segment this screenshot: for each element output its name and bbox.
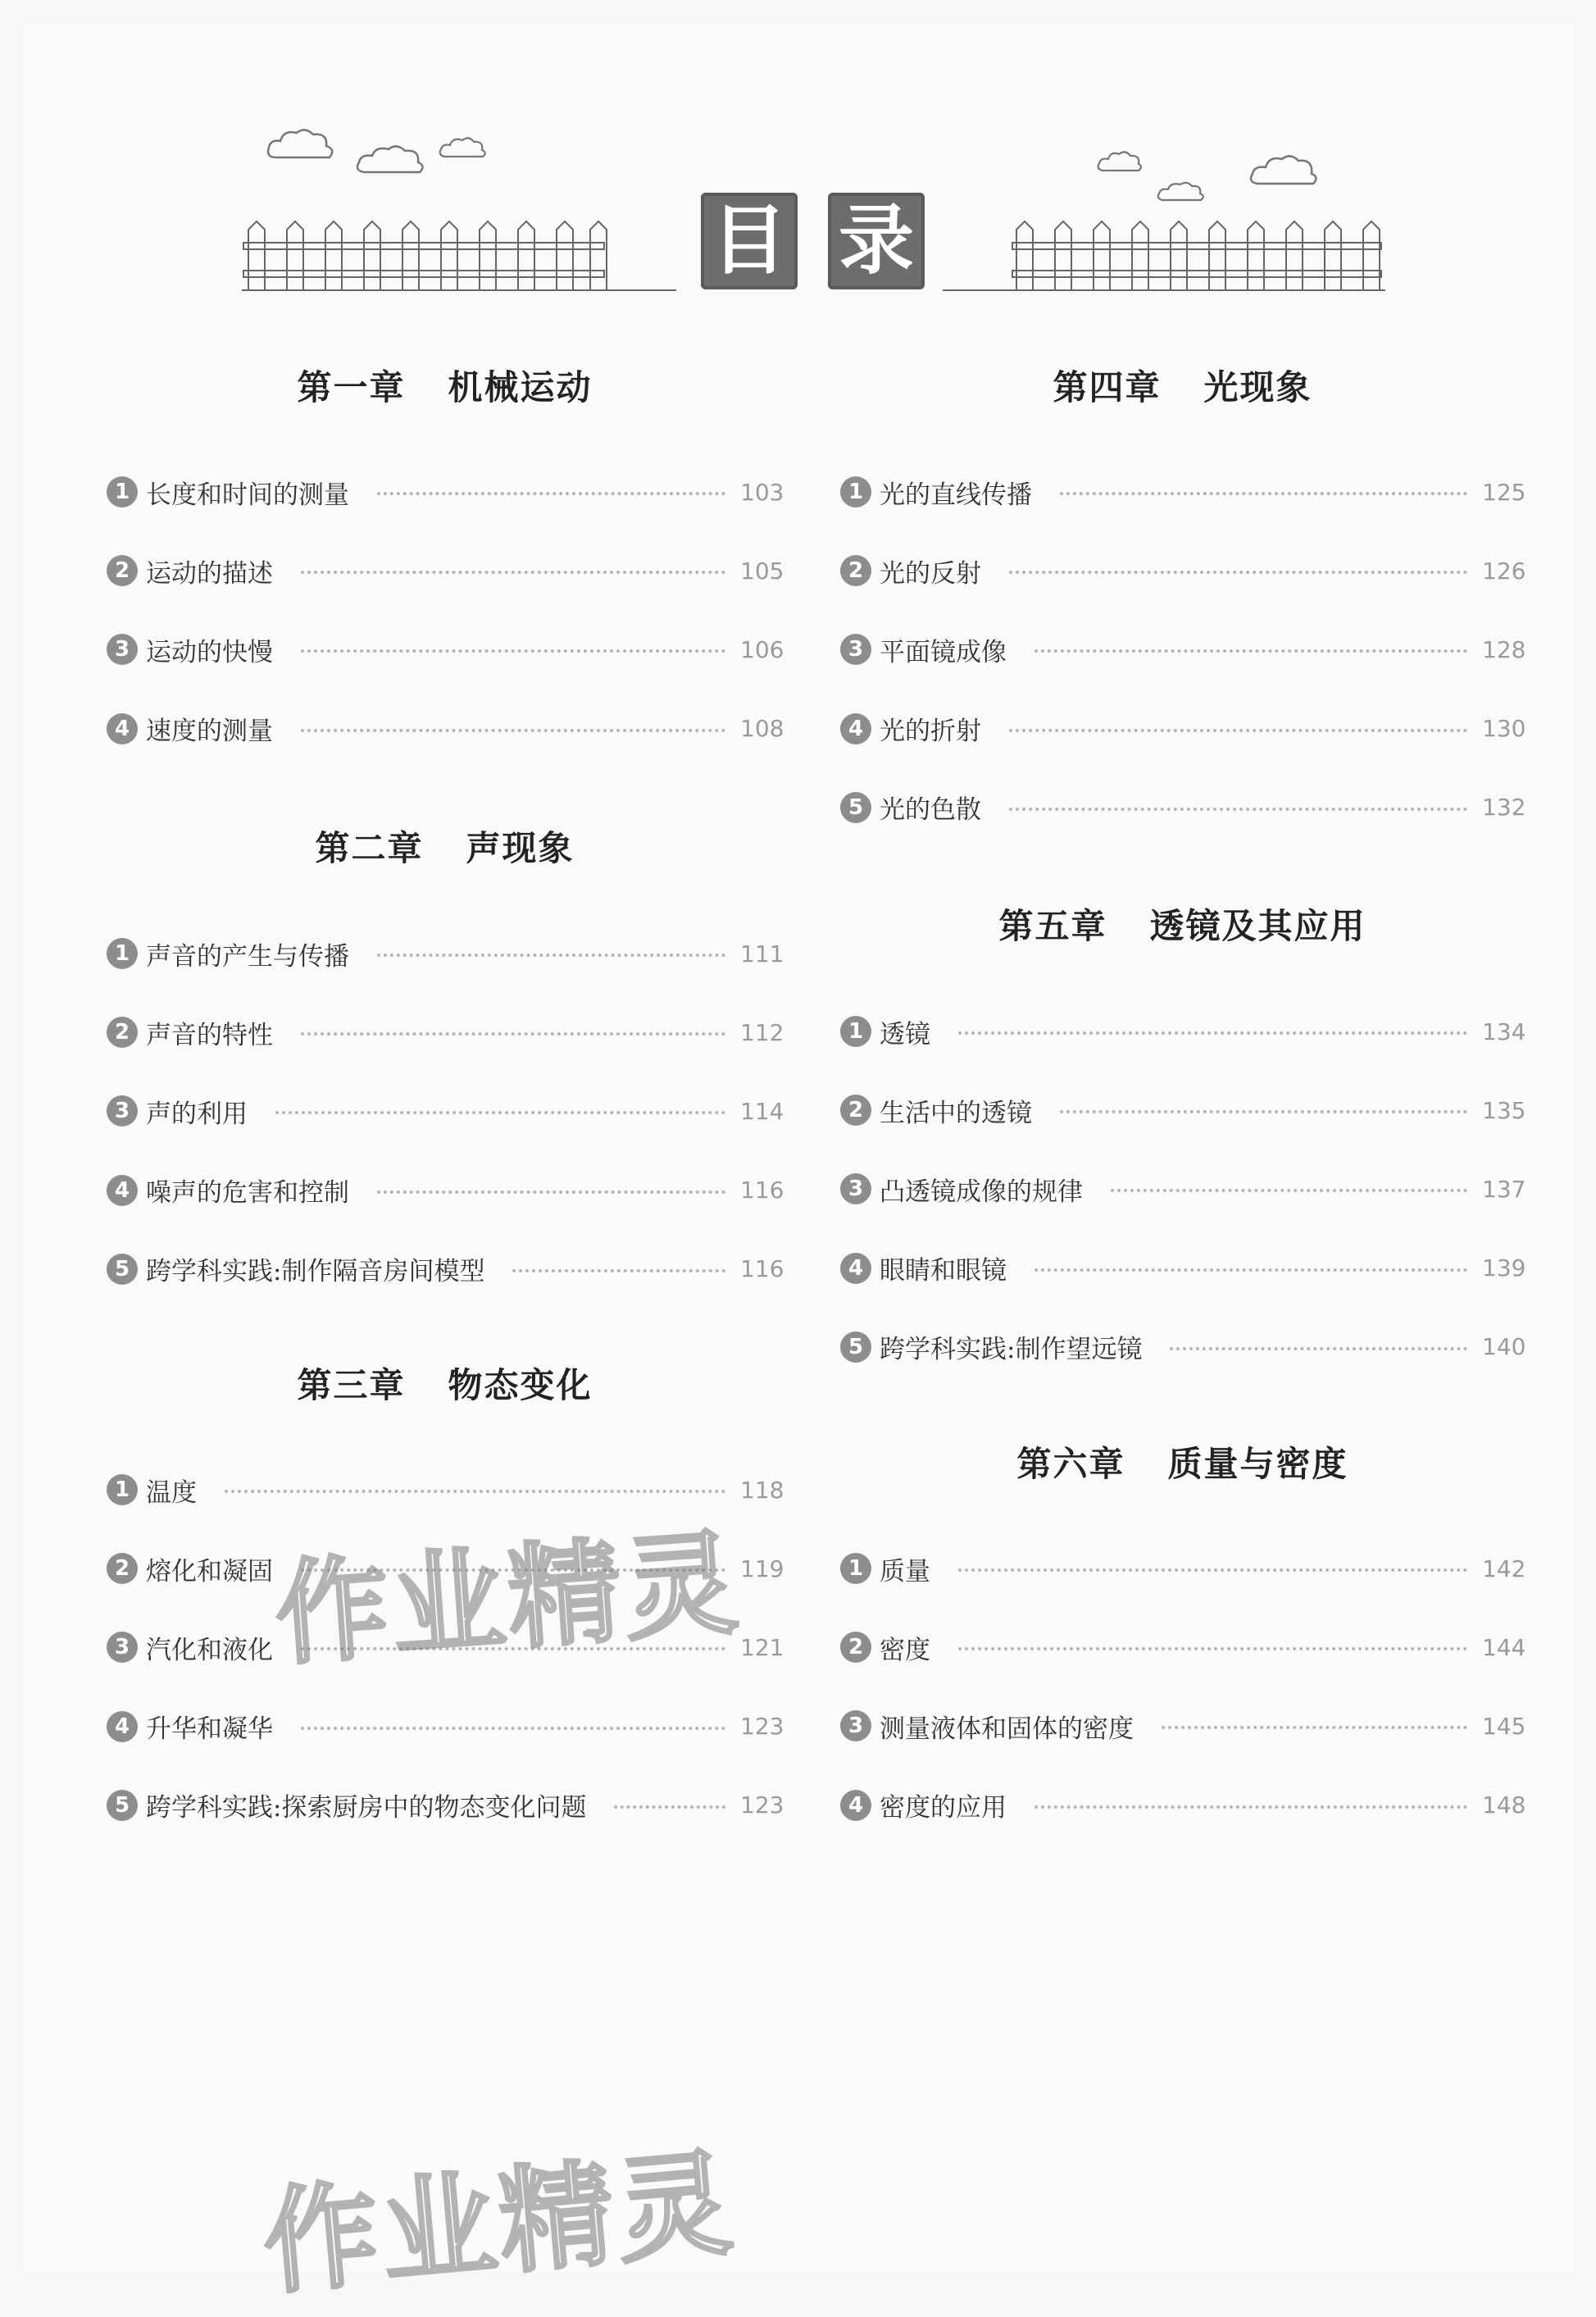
section-title: 升华和凝华 [146, 1714, 273, 1745]
dot-leader [1170, 1347, 1467, 1350]
section-title: 平面镜成像 [880, 637, 1007, 667]
section-title: 运动的快慢 [146, 637, 273, 667]
page-number: 105 [740, 557, 784, 585]
dot-leader [1009, 729, 1467, 732]
section-number-badge: 3 [840, 1173, 871, 1204]
dot-leader [1009, 808, 1467, 811]
page-number: 139 [1482, 1254, 1526, 1282]
dot-leader [958, 1031, 1467, 1035]
section-title: 跨学科实践:制作望远镜 [880, 1335, 1143, 1365]
dot-leader [958, 1568, 1467, 1572]
section-title: 密度的应用 [880, 1793, 1007, 1823]
section-number-badge: 2 [840, 1095, 871, 1126]
chapter-number: 第一章 [297, 367, 406, 407]
section-number-badge: 1 [840, 476, 871, 508]
section-number-badge: 1 [107, 938, 138, 969]
page-number: 123 [740, 1713, 784, 1741]
section-title: 噪声的危害和控制 [146, 1178, 349, 1209]
section-number-badge: 3 [107, 634, 138, 665]
dot-leader [301, 571, 725, 574]
toc-title-char: 录 [828, 193, 925, 289]
page-number: 108 [740, 715, 784, 743]
toc-entry[interactable] [840, 1090, 1525, 1131]
dot-leader [275, 1111, 725, 1114]
section-title: 凸透镜成像的规律 [880, 1177, 1083, 1207]
toc-entry[interactable] [840, 708, 1525, 749]
section-number-badge: 4 [107, 713, 138, 744]
toc-entry[interactable] [840, 1627, 1525, 1668]
section-title: 声音的特性 [146, 1020, 273, 1050]
toc-entry[interactable] [840, 787, 1525, 828]
cloud-icon [352, 139, 428, 179]
dot-leader [301, 1727, 725, 1730]
chapter-title [840, 899, 1525, 949]
toc-entry[interactable] [840, 629, 1525, 670]
chapter-number: 第四章 [1053, 367, 1162, 407]
chapter-name: 透镜及其应用 [1149, 906, 1366, 946]
dot-leader [225, 1490, 725, 1493]
page-number: 121 [740, 1633, 784, 1661]
page-number: 145 [1482, 1712, 1526, 1740]
section-number-badge: 1 [107, 1474, 138, 1505]
chapter-name: 声现象 [466, 828, 575, 868]
section-number-badge: 5 [840, 792, 871, 823]
chapter-number: 第三章 [297, 1365, 406, 1405]
section-number-badge: 2 [107, 555, 138, 586]
section-title: 熔化和凝固 [146, 1556, 273, 1586]
chapter-title [107, 822, 783, 871]
toc-entry[interactable] [840, 550, 1525, 591]
page-number: 148 [1482, 1791, 1526, 1819]
section-title: 生活中的透镜 [880, 1098, 1032, 1128]
cloud-icon [1154, 179, 1207, 205]
dot-leader [377, 492, 725, 495]
section-number-badge: 4 [107, 1175, 138, 1206]
page-number: 116 [740, 1177, 784, 1204]
section-title: 光的直线传播 [880, 480, 1032, 510]
dot-leader [1034, 1805, 1467, 1809]
section-number-badge: 1 [107, 476, 138, 508]
chapter-number: 第六章 [1016, 1444, 1125, 1484]
dot-leader [1111, 1189, 1467, 1192]
page-number: 144 [1482, 1633, 1526, 1661]
section-title: 运动的描述 [146, 558, 273, 589]
toc-entry[interactable] [840, 1327, 1525, 1368]
section-number-badge: 4 [107, 1711, 138, 1742]
section-title: 声音的产生与传播 [146, 941, 349, 972]
dot-leader [301, 649, 725, 653]
chapter-name: 物态变化 [448, 1365, 593, 1405]
section-title: 透镜 [880, 1019, 930, 1049]
section-title: 密度 [880, 1635, 930, 1665]
section-number-badge: 3 [107, 1632, 138, 1663]
chapter-number: 第五章 [998, 906, 1107, 946]
page-number: 123 [740, 1791, 784, 1819]
section-title: 跨学科实践:制作隔音房间模型 [146, 1257, 485, 1287]
section-title: 光的折射 [880, 717, 981, 747]
section-title: 温度 [146, 1477, 197, 1508]
section-title: 速度的测量 [146, 717, 273, 747]
section-number-badge: 3 [840, 1710, 871, 1741]
section-title: 光的反射 [880, 558, 981, 589]
section-number-badge: 4 [840, 713, 871, 744]
page-number: 140 [1482, 1333, 1526, 1361]
watermark: 作业精灵 [258, 2137, 741, 2311]
dot-leader [958, 1647, 1467, 1650]
page-number: 114 [740, 1097, 784, 1125]
toc-entry[interactable] [840, 1168, 1525, 1209]
page-number: 112 [740, 1018, 784, 1046]
toc-entry[interactable] [840, 1785, 1525, 1826]
section-number-badge: 5 [107, 1790, 138, 1821]
chapter-title [107, 361, 783, 410]
section-title: 长度和时间的测量 [146, 480, 349, 510]
page-number: 118 [740, 1476, 784, 1504]
page-number: 111 [740, 940, 784, 967]
page-number: 125 [1482, 478, 1526, 506]
section-title: 汽化和液化 [146, 1635, 273, 1665]
toc-entry[interactable] [107, 708, 783, 749]
dot-leader [512, 1269, 725, 1272]
page-number: 106 [740, 635, 784, 663]
dot-leader [614, 1805, 725, 1809]
cloud-icon [264, 125, 338, 166]
watermark: 作业精灵 [271, 1517, 745, 1682]
section-title: 眼睛和眼镜 [880, 1256, 1007, 1286]
page-number: 126 [1482, 557, 1526, 585]
page-number: 128 [1482, 635, 1526, 663]
page-number: 130 [1482, 715, 1526, 743]
toc-entry[interactable] [107, 1785, 783, 1826]
section-number-badge: 5 [107, 1254, 138, 1285]
section-number-badge: 1 [840, 1016, 871, 1047]
chapter-name: 质量与密度 [1167, 1444, 1348, 1484]
toc-entry[interactable] [840, 1548, 1525, 1589]
toc-entry[interactable] [107, 1170, 783, 1211]
chapter-title [840, 361, 1525, 410]
toc-entry[interactable] [107, 1249, 783, 1290]
section-number-badge: 4 [840, 1790, 871, 1821]
section-number-badge: 4 [840, 1253, 871, 1284]
toc-entry[interactable] [107, 550, 783, 591]
toc-entry[interactable] [107, 1012, 783, 1053]
section-title: 光的色散 [880, 795, 981, 826]
page-number: 134 [1482, 1017, 1526, 1045]
dot-leader [1060, 1110, 1467, 1113]
section-number-badge: 3 [107, 1095, 138, 1127]
dot-leader [301, 729, 725, 732]
section-number-badge: 2 [840, 1632, 871, 1663]
toc-entry[interactable] [107, 629, 783, 670]
page-number: 119 [740, 1555, 784, 1582]
chapter-name: 光现象 [1203, 367, 1312, 407]
section-number-badge: 3 [840, 634, 871, 665]
section-title: 跨学科实践:探索厨房中的物态变化问题 [146, 1793, 587, 1823]
section-number-badge: 1 [840, 1553, 871, 1584]
section-number-badge: 2 [840, 555, 871, 586]
section-title: 质量 [880, 1556, 930, 1586]
dot-leader [1034, 649, 1467, 653]
dot-leader [1034, 1268, 1467, 1272]
dot-leader [1060, 492, 1467, 495]
toc-entry[interactable] [840, 471, 1525, 512]
cloud-icon [1094, 148, 1144, 175]
section-number-badge: 5 [840, 1331, 871, 1363]
toc-title-char: 目 [701, 193, 798, 289]
chapter-name: 机械运动 [448, 367, 593, 407]
toc-entry[interactable] [107, 1090, 783, 1131]
dot-leader [377, 1190, 725, 1194]
page-number: 132 [1482, 794, 1526, 822]
dot-leader [1009, 571, 1467, 574]
dot-leader [377, 954, 725, 957]
toc-entry[interactable] [840, 1705, 1525, 1746]
toc-entry[interactable] [107, 471, 783, 512]
header [0, 0, 1596, 328]
section-number-badge: 2 [107, 1553, 138, 1584]
cloud-icon [436, 134, 489, 162]
section-title: 测量液体和固体的密度 [880, 1714, 1134, 1744]
dot-leader [1162, 1726, 1467, 1729]
toc-entry[interactable] [107, 1706, 783, 1747]
toc-entry[interactable] [107, 933, 783, 974]
dot-leader [301, 1032, 725, 1036]
section-number-badge: 2 [107, 1017, 138, 1048]
chapter-number: 第二章 [315, 828, 424, 868]
toc-entry[interactable] [840, 1011, 1525, 1052]
cloud-icon [1246, 149, 1321, 190]
chapter-title [107, 1359, 783, 1408]
section-title: 声的利用 [146, 1099, 248, 1129]
page-number: 135 [1482, 1096, 1526, 1124]
toc-entry[interactable] [840, 1248, 1525, 1289]
chapter-title [840, 1437, 1525, 1486]
page-number: 142 [1482, 1555, 1526, 1582]
fence-right-icon [943, 220, 1385, 292]
page-number: 103 [740, 478, 784, 506]
page-number: 137 [1482, 1175, 1526, 1203]
page-number: 116 [740, 1255, 784, 1283]
fence-left-icon [242, 220, 676, 292]
